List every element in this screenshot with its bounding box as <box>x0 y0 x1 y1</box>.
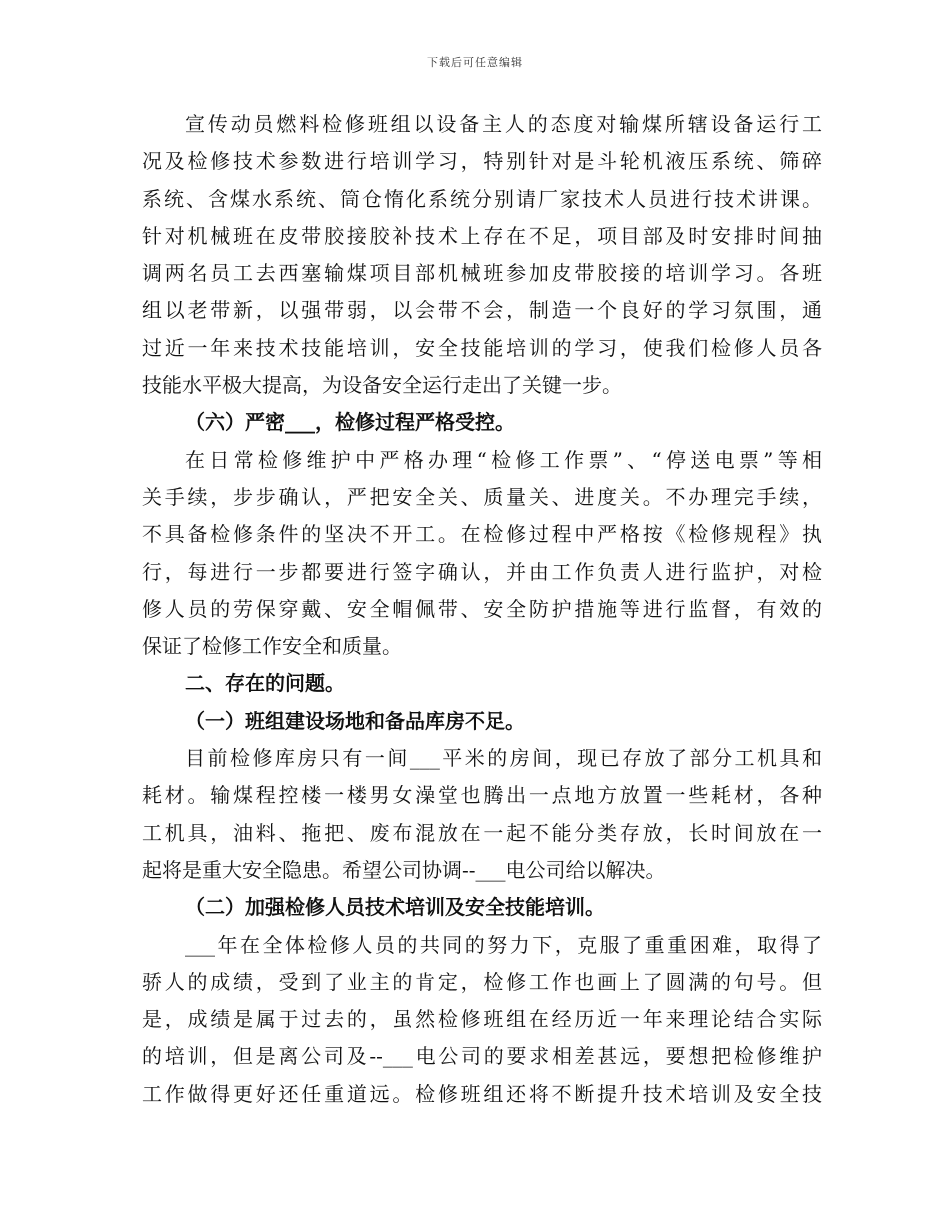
document-body <box>142 106 822 1113</box>
body-line: 况及检修技术参数进行培训学习，特别针对是斗轮机液压系统、筛碎 <box>142 149 822 174</box>
body-line: ___年在全体检修人员的共同的努力下，克服了重重困难，取得了 <box>185 932 822 957</box>
section-heading: 二、存在的问题。 <box>185 671 345 696</box>
body-line: 耗材。输煤程控楼一楼男女澡堂也腾出一点地方放置一些耗材，各种 <box>142 783 822 808</box>
section-heading: （六）严密___，检修过程严格受控。 <box>185 410 515 435</box>
body-line: 系统、含煤水系统、筒仓惰化系统分别请厂家技术人员进行技术讲课。 <box>142 186 822 211</box>
body-line: 是，成绩是属于过去的，虽然检修班组在经历近一年来理论结合实际 <box>142 1007 822 1032</box>
body-line: 的培训，但是离公司及--___电公司的要求相差甚远，要想把检修维护 <box>142 1044 822 1069</box>
body-line: 调两名员工去西塞输煤项目部机械班参加皮带胶接的培训学习。各班 <box>142 261 822 286</box>
body-line: 目前检修库房只有一间___平米的房间，现已存放了部分工机具和 <box>185 746 822 771</box>
body-line: 宣传动员燃料检修班组以设备主人的态度对输煤所辖设备运行工 <box>185 112 822 136</box>
body-line: 修人员的劳保穿戴、安全帽佩带、安全防护措施等进行监督，有效的 <box>142 596 822 621</box>
page-header: 下载后可任意编辑 <box>427 56 523 69</box>
body-line: 保证了检修工作安全和质量。 <box>142 634 402 659</box>
section-heading: （一）班组建设场地和备品库房不足。 <box>185 708 525 733</box>
body-line: 技能水平极大提高，为设备安全运行走出了关键一步。 <box>142 373 622 398</box>
body-line: 骄人的成绩，受到了业主的肯定，检修工作也画上了圆满的句号。但 <box>142 969 822 994</box>
section-heading: （二）加强检修人员技术培训及安全技能培训。 <box>185 895 605 920</box>
body-line: 工作做得更好还任重道远。检修班组还将不断提升技术培训及安全技 <box>142 1081 822 1106</box>
body-line: 针对机械班在皮带胶接胶补技术上存在不足，项目部及时安排时间抽 <box>142 223 822 248</box>
body-line: 过近一年来技术技能培训，安全技能培训的学习，使我们检修人员各 <box>142 335 822 360</box>
body-line: 行，每进行一步都要进行签字确认，并由工作负责人进行监护，对检 <box>142 559 822 584</box>
body-line: 组以老带新，以强带弱，以会带不会，制造一个良好的学习氛围，通 <box>142 298 822 323</box>
body-line: 起将是重大安全隐患。希望公司协调--___电公司给以解决。 <box>142 857 666 882</box>
body-line: 不具备检修条件的坚决不开工。在检修过程中严格按《检修规程》执 <box>142 522 822 547</box>
body-line: 在日常检修维护中严格办理“检修工作票”、“停送电票”等相 <box>185 447 822 472</box>
body-line: 关手续，步步确认，严把安全关、质量关、进度关。不办理完手续， <box>142 484 822 509</box>
body-line: 工机具，油料、拖把、废布混放在一起不能分类存放，长时间放在一 <box>142 820 822 845</box>
